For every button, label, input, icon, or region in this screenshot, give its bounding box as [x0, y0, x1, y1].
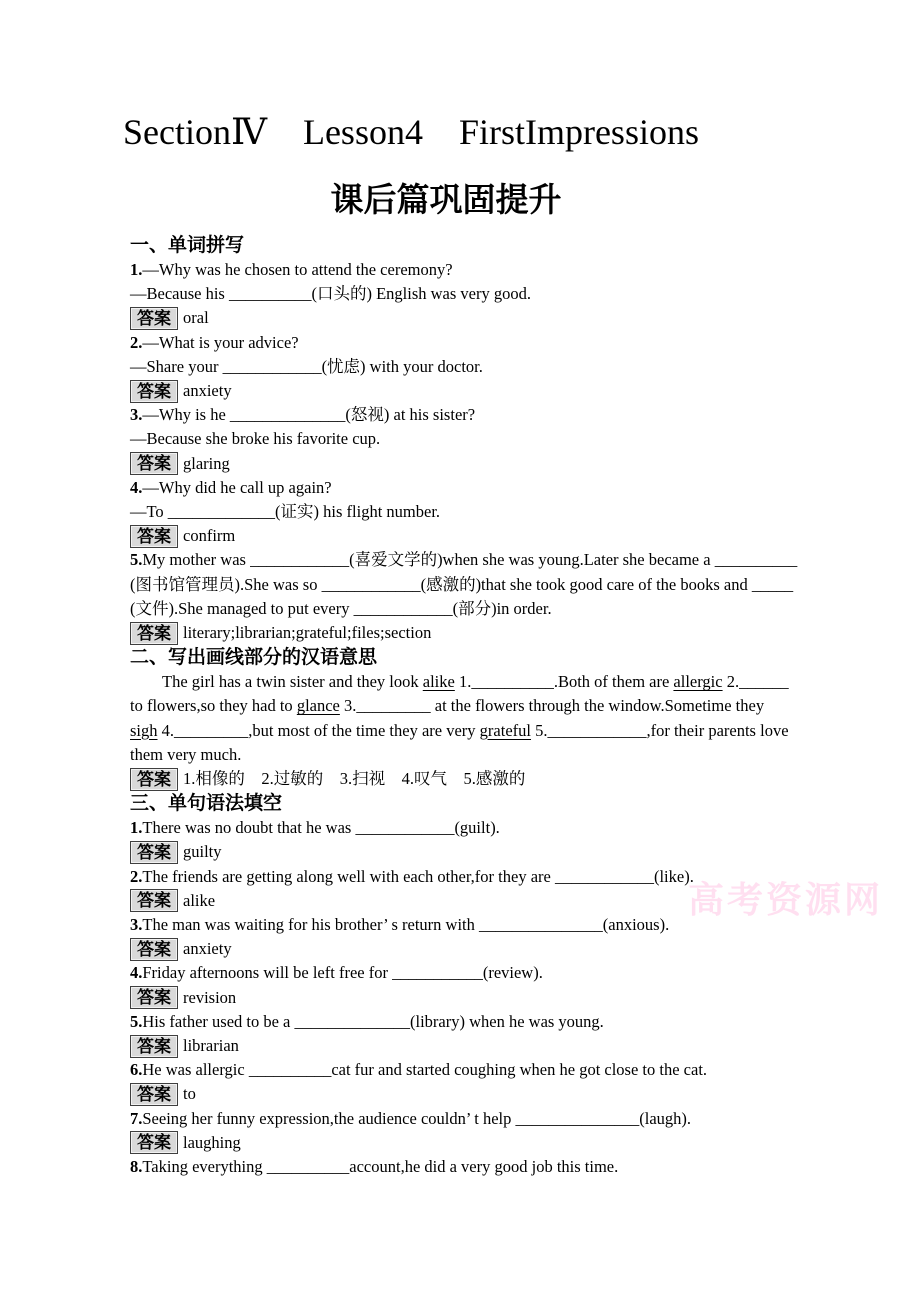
answer-row: [130, 621, 792, 645]
answer-text: confirm: [183, 526, 236, 546]
passage-text: 4._________,but most of the time they are very: [157, 720, 480, 740]
answer-label: 答案: [130, 1083, 178, 1106]
page-title: SectionⅣ Lesson4 FirstImpressions: [123, 112, 699, 152]
passage-text: 3._________ at the flowers through the window.Sometime they: [339, 696, 765, 716]
question-line: [130, 1107, 792, 1131]
question-text: —Why did he call up again?: [142, 477, 332, 497]
question-text: (文件).She managed to put every ____________(部分)in order.: [130, 598, 552, 618]
answer-row: [130, 840, 792, 864]
passage-line: [130, 670, 792, 694]
answer-text: to: [183, 1084, 196, 1104]
answer-text: literary;librarian;grateful;files;section: [183, 622, 432, 642]
answer-row: [130, 1034, 792, 1058]
question-text: His father used to be a ______________(library) when he was young.: [142, 1011, 604, 1031]
answer-label: 答案: [130, 622, 178, 645]
question-line: [130, 1010, 792, 1034]
question-text: —Because his __________(口头的) English was very good.: [130, 284, 531, 304]
question-line: [130, 1058, 792, 1082]
question-number: 1.: [130, 260, 143, 279]
question-text: There was no doubt that he was ____________(guilt).: [142, 818, 500, 838]
question-line: [130, 548, 798, 572]
answer-row: [130, 379, 792, 403]
passage-line: [130, 743, 792, 767]
page-subtitle: 课后篇巩固提升: [330, 181, 562, 218]
underlined-word: alike: [422, 672, 455, 692]
question-line: [130, 331, 792, 355]
question-number: 1.: [130, 818, 143, 838]
answer-row: [130, 889, 792, 913]
answer-text: oral: [183, 308, 209, 328]
answer-row: [130, 524, 792, 548]
passage-text: 5.____________,for their parents love: [530, 720, 789, 740]
underlined-word: glance: [296, 696, 340, 716]
section-1-heading: 一、单词拼写: [130, 235, 245, 256]
answer-label: 答案: [130, 768, 178, 791]
question-text: —Because she broke his favorite cup.: [130, 429, 381, 449]
question-line: [130, 1155, 792, 1179]
section-2-heading: 二、写出画线部分的汉语意思: [130, 647, 378, 669]
question-text: —Why is he ______________(怒视) at his sister?: [142, 405, 476, 425]
question-line: [130, 816, 792, 840]
answer-text: 1.相像的 2.过敏的 3.扫视 4.叹气 5.感激的: [183, 768, 526, 788]
answer-text: anxiety: [183, 381, 232, 400]
answer-label: 答案: [130, 380, 178, 403]
answer-text: alike: [183, 890, 216, 910]
question-line: [130, 476, 792, 500]
question-text: —Share your ____________(忧虑) with your doctor.: [130, 356, 483, 376]
question-text: Friday afternoons will be left free for ___________(review).: [142, 963, 543, 983]
question-line: [130, 282, 792, 306]
question-line: [130, 913, 792, 937]
question-text: (图书馆管理员).She was so ____________(感激的)that she took good care of the books and _____: [130, 574, 794, 594]
passage-text: 1.__________.Both of them are: [454, 672, 674, 692]
passage-text: The girl has a twin sister and they look: [162, 672, 423, 692]
answer-label: 答案: [130, 986, 178, 1009]
question-line: [130, 403, 792, 427]
section-3-heading: 三、单句语法填空: [130, 793, 283, 815]
question-line: [130, 258, 792, 282]
question-text: —Why was he chosen to attend the ceremony?: [142, 260, 453, 279]
question-number: 3.: [130, 405, 143, 425]
question-text: —To _____________(证实) his flight number.: [130, 501, 441, 521]
answer-row: [130, 937, 792, 961]
passage-line: [130, 694, 792, 718]
answer-label: 答案: [130, 841, 178, 864]
passage-text: 2.______: [722, 672, 789, 692]
question-number: 5.: [130, 550, 143, 570]
answer-text: librarian: [183, 1035, 239, 1055]
passage-text: to flowers,so they had to: [130, 696, 297, 716]
answer-label: 答案: [130, 1035, 178, 1058]
question-line: [130, 500, 792, 524]
question-line: [130, 573, 792, 597]
question-number: 8.: [130, 1156, 143, 1176]
answer-row: [130, 1082, 792, 1106]
answer-row: [130, 986, 792, 1010]
question-number: 3.: [130, 914, 143, 934]
answer-row: [130, 767, 792, 791]
underlined-word: sigh: [130, 720, 158, 740]
answer-label: 答案: [130, 307, 178, 330]
answer-label: 答案: [130, 938, 178, 961]
question-line: [130, 961, 792, 985]
question-line: [130, 865, 792, 889]
question-text: Seeing her funny expression,the audience couldn’ t help _______________(laugh).: [142, 1108, 692, 1128]
question-text: My mother was ____________(喜爱文学的)when she was young.Later she became a __________: [142, 550, 798, 570]
question-number: 2.: [130, 332, 143, 352]
answer-row: [130, 306, 792, 330]
answer-text: anxiety: [183, 939, 232, 959]
answer-row: [130, 1131, 792, 1155]
question-text: The man was waiting for his brother’ s return with _______________(anxious).: [142, 914, 670, 934]
answer-label: 答案: [130, 452, 178, 475]
question-number: 2.: [130, 866, 143, 886]
answer-text: glaring: [183, 453, 230, 473]
worksheet-content: [130, 233, 798, 1179]
question-line: [130, 355, 792, 379]
answer-label: 答案: [130, 525, 178, 548]
question-number: 7.: [130, 1108, 143, 1128]
question-number: 5.: [130, 1011, 143, 1031]
answer-text: guilty: [183, 842, 222, 862]
question-text: The friends are getting along well with each other,for they are ____________(like).: [142, 866, 694, 886]
answer-label: 答案: [130, 1131, 178, 1154]
underlined-word: grateful: [479, 720, 531, 740]
answer-text: revision: [183, 987, 237, 1007]
question-number: 4.: [130, 477, 143, 497]
question-text: He was allergic __________cat fur and started coughing when he got close to the cat.: [142, 1060, 708, 1080]
passage-line: [130, 719, 792, 743]
question-line: [130, 427, 792, 451]
question-number: 6.: [130, 1060, 143, 1080]
answer-row: [130, 452, 792, 476]
passage-text: them very much.: [130, 744, 242, 764]
question-number: 4.: [130, 963, 143, 983]
watermark: 高考资源网: [688, 879, 884, 920]
answer-label: 答案: [130, 889, 178, 912]
question-line: [130, 597, 792, 621]
question-text: —What is your advice?: [142, 332, 299, 352]
question-text: Taking everything __________account,he did a very good job this time.: [142, 1156, 619, 1176]
underlined-word: allergic: [673, 672, 723, 692]
answer-text: laughing: [183, 1132, 241, 1152]
